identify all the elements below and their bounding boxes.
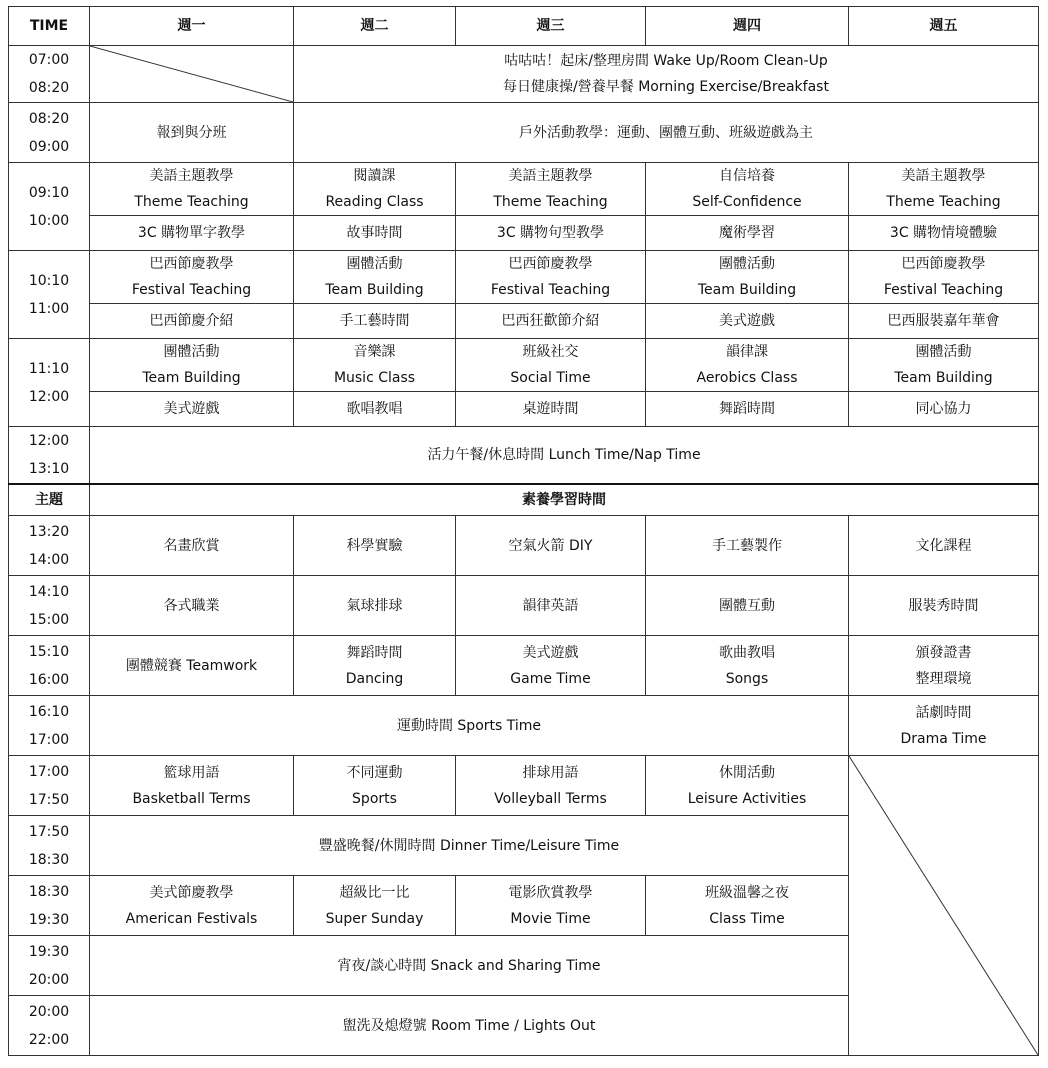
wakeup-row (9, 46, 1039, 103)
time-cell (9, 636, 90, 696)
block-bottom-row (9, 216, 1039, 251)
activity-cell (646, 163, 849, 216)
day-header-fri: 週五 (849, 7, 1039, 46)
activity-cell: 巴西狂歡節介紹 (456, 304, 646, 339)
theme-header-row (9, 484, 1039, 516)
breakfast-line: 每日健康操/營養早餐 Morning Exercise/Breakfast (503, 79, 829, 95)
activity-zh: 自信培養 (719, 168, 775, 184)
activity-cell: 手工藝時間 (294, 304, 456, 339)
activity-cell (456, 163, 646, 216)
time-end: 11:00 (28, 300, 70, 317)
day-header-tue: 週二 (294, 7, 456, 46)
activity-cell: 魔術學習 (646, 216, 849, 251)
activity-en: Festival Teaching (131, 282, 252, 298)
activity-cell (456, 339, 646, 392)
activity-zh: 美語主題教學 (508, 168, 593, 184)
time-start: 14:10 (28, 583, 70, 600)
activity-zh: 美式遊戲 (522, 644, 579, 661)
day-header-thu: 週四 (646, 7, 849, 46)
header-row (9, 7, 1039, 46)
time-start: 13:20 (28, 523, 70, 540)
snack-cell: 宵夜/談心時間 Snack and Sharing Time (90, 936, 849, 996)
activity-zh: 班級溫馨之夜 (705, 884, 789, 901)
dinner-cell: 豐盛晚餐/休閒時間 Dinner Time/Leisure Time (90, 816, 849, 876)
time-end: 18:30 (28, 851, 70, 868)
afternoon-row (9, 516, 1039, 576)
wakeup-activity (294, 46, 1039, 103)
time-cell (9, 876, 90, 936)
time-end: 16:00 (28, 671, 70, 688)
activity-cell (849, 339, 1039, 392)
activity-en: Team Building (325, 282, 424, 298)
activity-cell (294, 636, 456, 696)
day-header-wed: 週三 (456, 7, 646, 46)
activity-zh: 班級社交 (522, 344, 579, 360)
activity-zh: 團體活動 (915, 344, 972, 360)
sports-cell: 運動時間 Sports Time (90, 696, 849, 756)
activity-cell (456, 756, 646, 816)
time-end: 20:00 (28, 971, 70, 988)
drama-cell (849, 696, 1039, 756)
activity-en: Volleyball Terms (494, 790, 607, 807)
activity-en: Theme Teaching (886, 194, 1001, 210)
time-start: 20:00 (28, 1003, 70, 1020)
time-start: 19:30 (28, 943, 70, 960)
time-start: 08:20 (28, 110, 70, 127)
time-start: 12:00 (28, 433, 70, 449)
activity-en: Social Time (510, 370, 591, 386)
activity-en: Class Time (709, 910, 785, 927)
activity-en: Theme Teaching (493, 194, 608, 210)
activity-cell (646, 756, 849, 816)
time-start: 15:10 (28, 643, 70, 660)
activity-zh: 團體活動 (163, 344, 220, 360)
diagonal-empty-cell (849, 756, 1039, 1056)
activity-en: Drama Time (900, 730, 987, 747)
activity-cell: 名畫欣賞 (90, 516, 294, 576)
checkin-cell: 報到與分班 (90, 103, 294, 163)
sports-row (9, 696, 1039, 756)
activity-cell (849, 163, 1039, 216)
activity-cell (294, 876, 456, 936)
time-start: 07:00 (28, 52, 70, 68)
activity-zh: 舞蹈時間 (346, 644, 403, 661)
activity-cell: 歌唱教唱 (294, 392, 456, 427)
time-header: TIME (9, 7, 90, 46)
activity-cell: 巴西節慶介紹 (90, 304, 294, 339)
activity-cell: 同心協力 (849, 392, 1039, 427)
afternoon-row (9, 576, 1039, 636)
activity-en: Music Class (333, 370, 416, 386)
activity-cell (646, 339, 849, 392)
time-end: 19:30 (28, 911, 70, 928)
time-end: 13:10 (28, 461, 70, 477)
activity-zh: 歌曲教唱 (719, 644, 775, 661)
activity-cell (90, 339, 294, 392)
time-end: 09:00 (28, 138, 70, 155)
theme-label: 主題 (9, 484, 90, 516)
time-cell (9, 936, 90, 996)
activity-cell (90, 756, 294, 816)
activity-zh: 不同運動 (346, 764, 403, 781)
activity-en: American Festivals (125, 910, 258, 927)
time-cell (9, 251, 90, 339)
activity-cell (90, 163, 294, 216)
time-end: 08:20 (28, 80, 70, 96)
time-start: 17:00 (28, 763, 70, 780)
diagonal-line (90, 46, 293, 102)
theme-title: 素養學習時間 (90, 484, 1039, 516)
outdoor-activity-cell: 戶外活動教學：運動、團體互動、班級遊戲為主 (294, 103, 1039, 163)
activity-cell: 美式遊戲 (90, 392, 294, 427)
activity-en: Movie Time (510, 910, 591, 927)
activity-cell (646, 876, 849, 936)
block-top-row (9, 251, 1039, 304)
activity-zh: 頒發證書 (915, 644, 972, 661)
activity-cell (90, 251, 294, 304)
activity-cell (456, 636, 646, 696)
activity-zh: 休閒活動 (719, 764, 775, 781)
time-cell (9, 996, 90, 1056)
activity-cell: 桌遊時間 (456, 392, 646, 427)
activity-en: Game Time (510, 670, 591, 687)
lunch-row (9, 427, 1039, 485)
activity-cell: 巴西服裝嘉年華會 (849, 304, 1039, 339)
time-cell (9, 427, 90, 485)
activity-cell (456, 251, 646, 304)
time-cell (9, 46, 90, 103)
activity-zh: 電影欣賞教學 (508, 884, 593, 901)
time-cell (9, 516, 90, 576)
activity-cell (646, 251, 849, 304)
activity-en: Team Building (697, 282, 797, 298)
checkin-row (9, 103, 1039, 163)
activity-zh: 閱讀課 (353, 168, 396, 184)
evening-row (9, 756, 1039, 816)
activity-zh: 韻律課 (726, 344, 768, 360)
block-top-row (9, 339, 1039, 392)
time-cell (9, 339, 90, 427)
activity-en: Festival Teaching (490, 282, 611, 298)
block-bottom-row (9, 392, 1039, 427)
time-cell (9, 163, 90, 251)
day-header-mon: 週一 (90, 7, 294, 46)
activity-cell (849, 251, 1039, 304)
activity-cell: 舞蹈時間 (646, 392, 849, 427)
afternoon-row (9, 636, 1039, 696)
activity-en: Festival Teaching (883, 282, 1004, 298)
time-end: 17:50 (28, 791, 70, 808)
activity-en: Team Building (142, 370, 241, 386)
time-end: 22:00 (28, 1031, 70, 1048)
wakeup-line: 咕咕咕！起床/整理房間 Wake Up/Room Clean-Up (504, 53, 828, 69)
activity-cell (90, 876, 294, 936)
time-cell (9, 696, 90, 756)
activity-zh: 團體活動 (719, 256, 775, 272)
activity-cell (294, 163, 456, 216)
activity-cell: 團體競賽 Teamwork (90, 636, 294, 696)
activity-cell: 服裝秀時間 (849, 576, 1039, 636)
diagonal-line (849, 756, 1038, 1055)
activity-cell: 韻律英語 (456, 576, 646, 636)
time-start: 09:10 (28, 184, 70, 201)
activity-zh: 美語主題教學 (149, 168, 234, 184)
activity-cell: 氣球排球 (294, 576, 456, 636)
activity-cell (294, 339, 456, 392)
activity-cell (849, 636, 1039, 696)
activity-zh: 排球用語 (522, 764, 579, 781)
activity-cell: 3C 購物句型教學 (456, 216, 646, 251)
time-start: 18:30 (28, 883, 70, 900)
block-bottom-row (9, 304, 1039, 339)
time-start: 16:10 (28, 703, 70, 720)
activity-en: Dancing (345, 670, 404, 687)
activity-cell (456, 876, 646, 936)
time-cell (9, 576, 90, 636)
activity-zh: 美語主題教學 (901, 168, 986, 184)
activity-en: Super Sunday (325, 910, 424, 927)
activity-cell: 文化課程 (849, 516, 1039, 576)
time-start: 11:10 (28, 360, 70, 377)
activity-cell (294, 756, 456, 816)
activity-en: Reading Class (325, 194, 424, 210)
activity-zh: 話劇時間 (915, 704, 972, 721)
time-start: 17:50 (28, 823, 70, 840)
activity-cell: 科學實驗 (294, 516, 456, 576)
lights-out-cell: 盥洗及熄燈號 Room Time / Lights Out (90, 996, 849, 1056)
time-cell (9, 103, 90, 163)
activity-cell (646, 636, 849, 696)
activity-cell: 3C 購物單字教學 (90, 216, 294, 251)
schedule-wrapper (8, 6, 1038, 1056)
activity-zh: 籃球用語 (163, 764, 220, 781)
time-end: 14:00 (28, 551, 70, 568)
activity-en: Leisure Activities (687, 790, 807, 807)
activity-cell (294, 251, 456, 304)
time-end: 17:00 (28, 731, 70, 748)
time-cell (9, 816, 90, 876)
activity-en: Aerobics Class (696, 370, 798, 386)
activity-zh: 音樂課 (353, 344, 396, 360)
lunch-cell: 活力午餐/休息時間 Lunch Time/Nap Time (90, 427, 1039, 485)
activity-en: Songs (725, 670, 769, 687)
block-top-row (9, 163, 1039, 216)
activity-cell: 手工藝製作 (646, 516, 849, 576)
activity-zh: 巴西節慶教學 (508, 256, 593, 272)
activity-en: Sports (352, 790, 397, 807)
activity-cell: 3C 購物情境體驗 (849, 216, 1039, 251)
activity-zh: 美式節慶教學 (149, 884, 234, 901)
diagonal-empty-cell (90, 46, 294, 103)
activity-en: Basketball Terms (132, 790, 251, 807)
activity-en: Self-Confidence (692, 194, 802, 210)
activity-zh: 巴西節慶教學 (149, 256, 234, 272)
time-end: 10:00 (28, 212, 70, 229)
activity-zh: 巴西節慶教學 (901, 256, 986, 272)
activity-cell: 空氣火箭 DIY (456, 516, 646, 576)
activity-cell: 團體互動 (646, 576, 849, 636)
time-end: 12:00 (28, 388, 70, 405)
time-end: 15:00 (28, 611, 70, 628)
activity-cell: 美式遊戲 (646, 304, 849, 339)
activity-en: 整理環境 (915, 670, 972, 687)
time-start: 10:10 (28, 272, 70, 289)
activity-en: Theme Teaching (134, 194, 249, 210)
time-cell (9, 756, 90, 816)
activity-cell: 故事時間 (294, 216, 456, 251)
activity-zh: 團體活動 (346, 256, 403, 272)
activity-zh: 超級比一比 (339, 884, 410, 901)
weekly-schedule-table (8, 6, 1039, 1056)
activity-en: Team Building (894, 370, 993, 386)
activity-cell: 各式職業 (90, 576, 294, 636)
